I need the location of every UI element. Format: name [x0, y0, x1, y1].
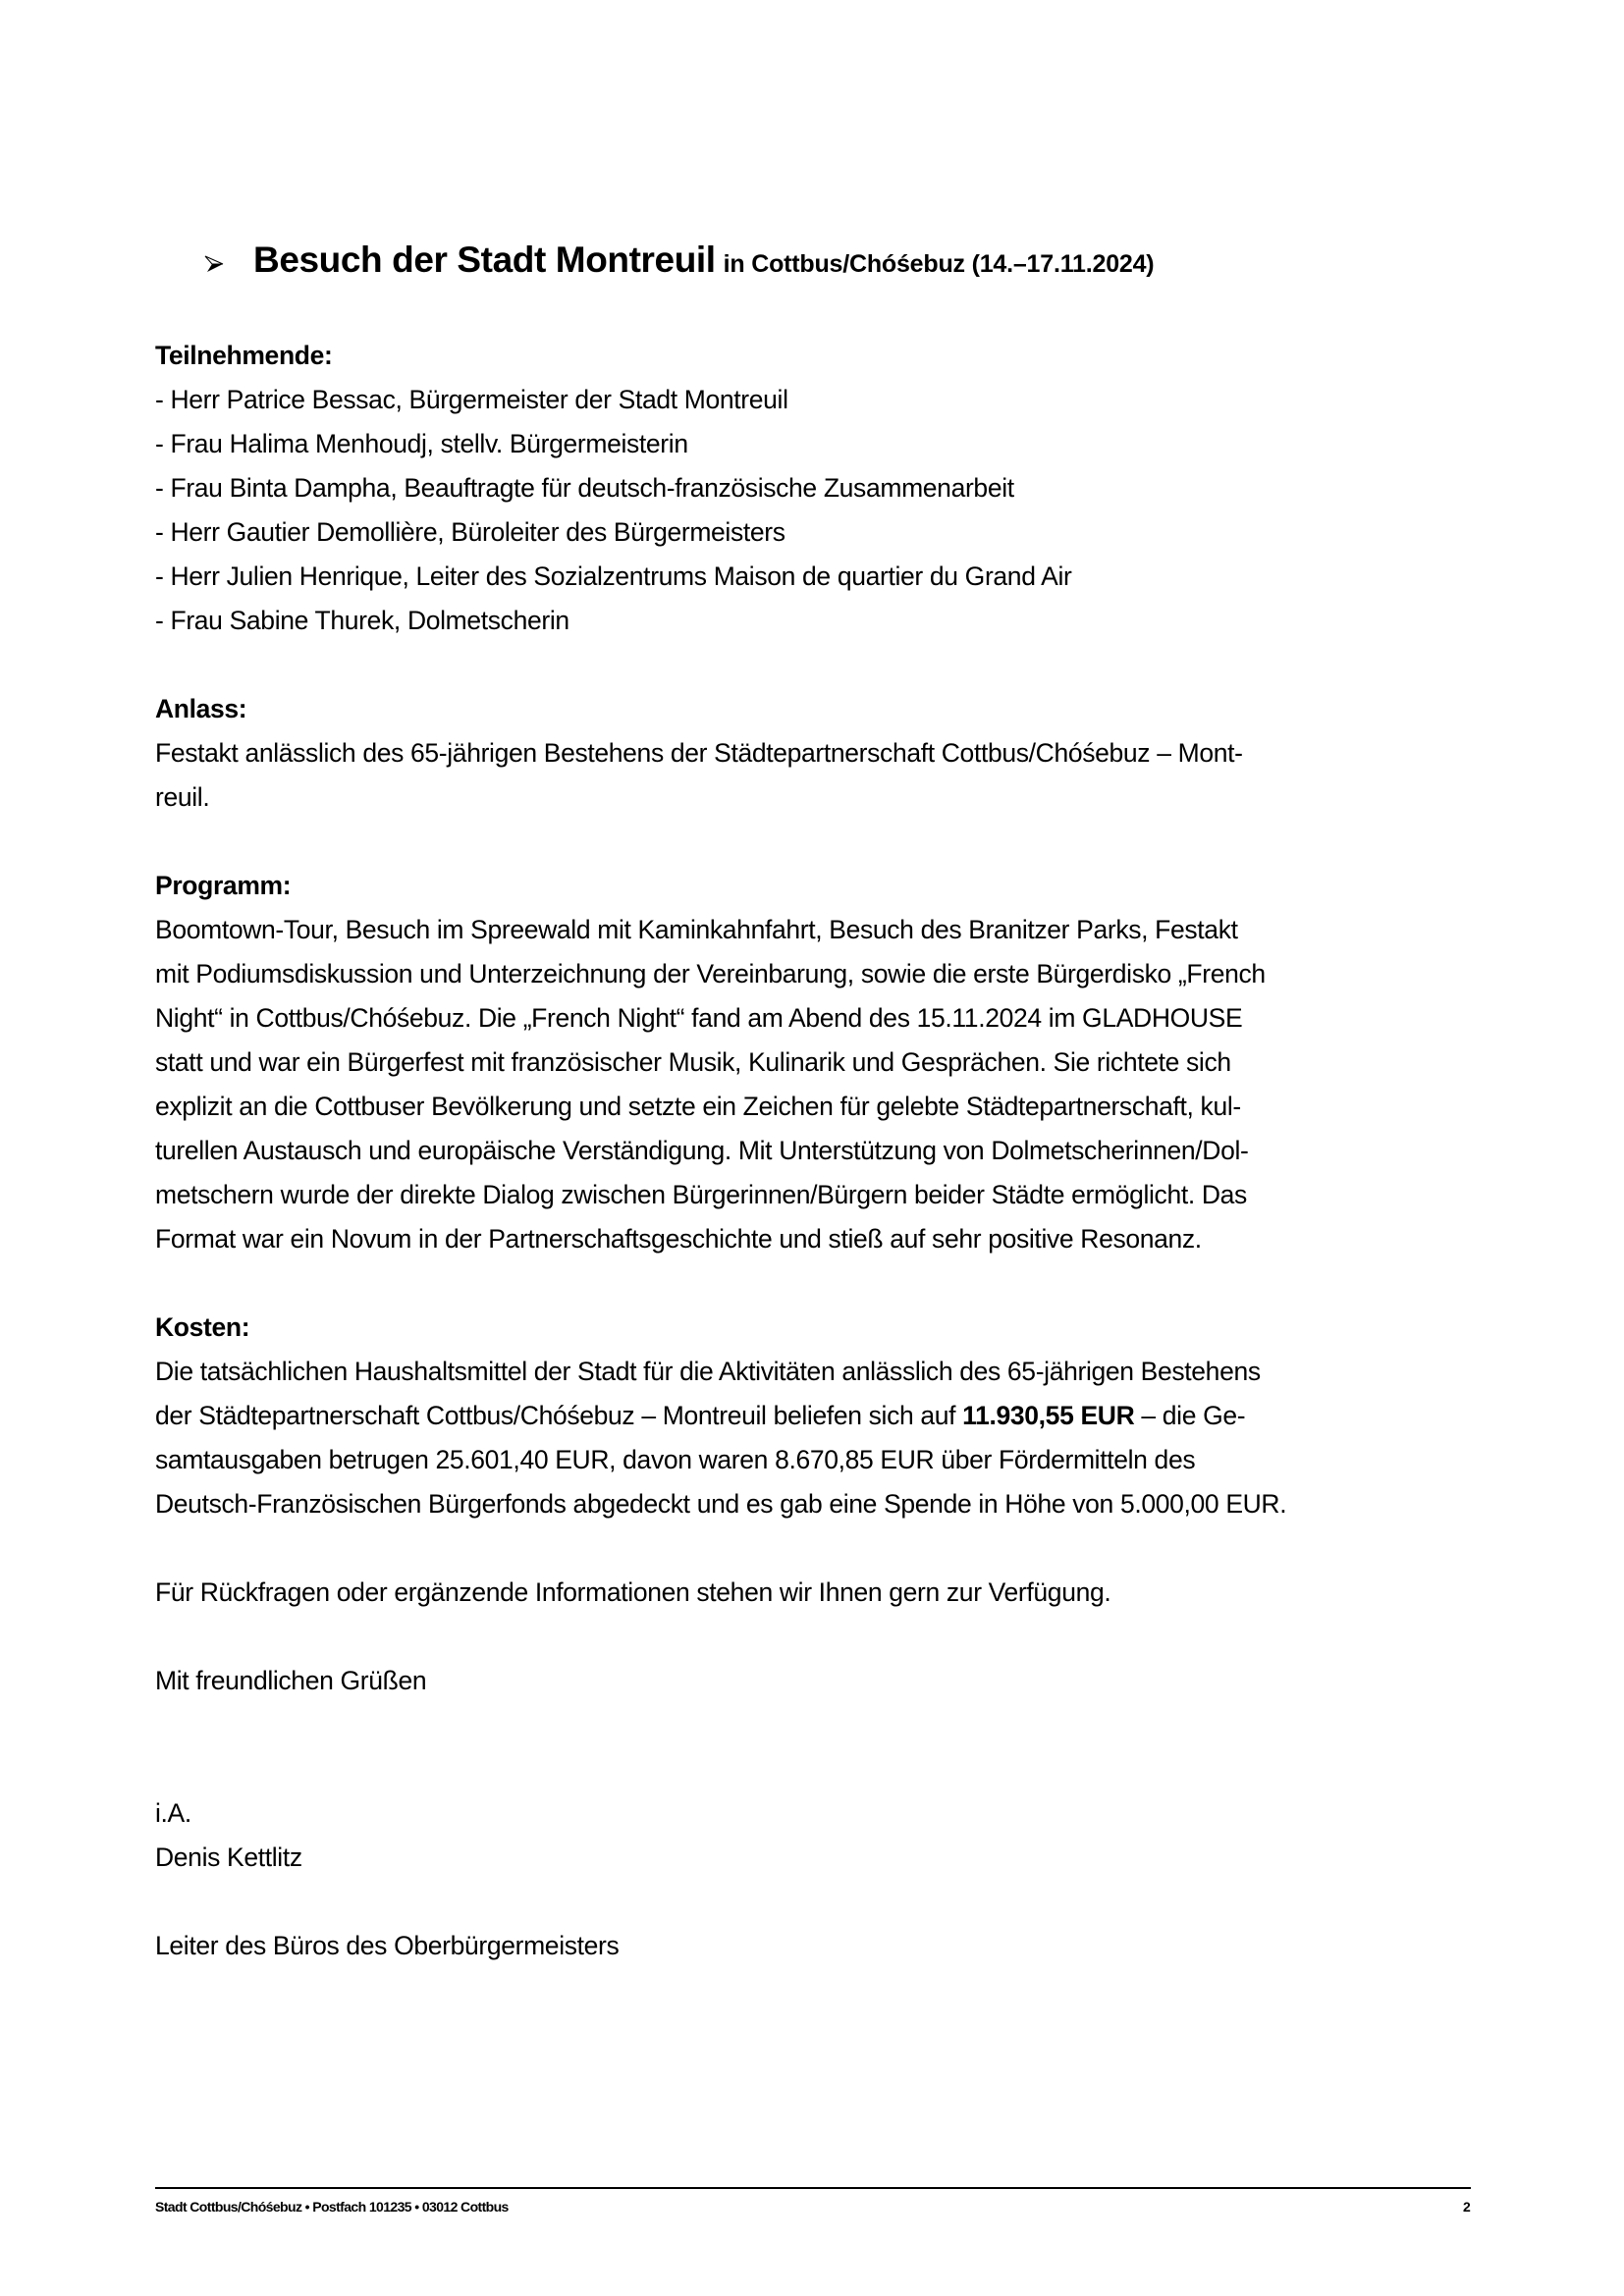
letter-body	[155, 334, 1481, 1968]
arrowhead-bullet-icon	[204, 254, 224, 274]
participant-item: - Frau Sabine Thurek, Dolmetscherin	[155, 606, 569, 635]
signature-role: Leiter des Büros des Oberbürgermeisters	[155, 1931, 620, 1960]
participants-title: Teilnehmende:	[155, 341, 333, 370]
heading-title: Besuch der Stadt Montreuil	[253, 240, 716, 280]
page-number: 2	[1463, 2199, 1471, 2215]
inquiry-text: Für Rückfragen oder ergänzende Informationen stehen wir Ihnen gern zur Verfügung.	[155, 1577, 1111, 1607]
participant-item: - Frau Binta Dampha, Beauftragte für deutsch-französische Zusammenarbeit	[155, 473, 1014, 503]
signature-name: Denis Kettlitz	[155, 1842, 302, 1872]
participant-item: - Frau Halima Menhoudj, stellv. Bürgermeisterin	[155, 429, 688, 458]
program-text-line: turellen Austausch und europäische Verständigung. Mit Unterstützung von Dolmetscherinnen/Dol-	[155, 1136, 1249, 1165]
costs-text-segment: – die Ge-	[1134, 1401, 1246, 1430]
participant-item: - Herr Julien Henrique, Leiter des Sozialzentrums Maison de quartier du Grand Air	[155, 561, 1072, 591]
program-text-line: Boomtown-Tour, Besuch im Spreewald mit Kaminkahnfahrt, Besuch des Branitzer Parks, Festakt	[155, 915, 1238, 944]
program-title: Programm:	[155, 871, 292, 900]
program-text-line: Format war ein Novum in der Partnerschaftsgeschichte und stieß auf sehr positive Resonanz.	[155, 1224, 1202, 1254]
participant-item: - Herr Patrice Bessac, Bürgermeister der Stadt Montreuil	[155, 385, 788, 414]
costs-text-line: Die tatsächlichen Haushaltsmittel der Stadt für die Aktivitäten anlässlich des 65-jährigen Bestehens	[155, 1357, 1261, 1386]
occasion-title: Anlass:	[155, 694, 247, 723]
program-text-line: statt und war ein Bürgerfest mit französischer Musik, Kulinarik und Gesprächen. Sie richtete sich	[155, 1047, 1231, 1077]
footer-address: Stadt Cottbus/Chóśebuz • Postfach 101235 • 03012 Cottbus	[155, 2199, 509, 2215]
program-text-line: Night“ in Cottbus/Chóśebuz. Die „French Night“ fand am Abend des 15.11.2024 im GLADHOUSE	[155, 1003, 1243, 1033]
participants-list	[155, 378, 1481, 643]
occasion-text-line: Festakt anlässlich des 65-jährigen Bestehens der Städtepartnerschaft Cottbus/Chóśebuz – Mont-	[155, 738, 1243, 768]
participant-item: - Herr Gautier Demollière, Büroleiter des Bürgermeisters	[155, 517, 785, 547]
section-heading	[204, 240, 1154, 281]
costs-text-line	[155, 1394, 1481, 1438]
costs-text-segment: der Städtepartnerschaft Cottbus/Chóśebuz – Montreuil beliefen sich auf	[155, 1401, 963, 1430]
greeting-text: Mit freundlichen Grüßen	[155, 1666, 427, 1695]
signature-ia: i.A.	[155, 1798, 191, 1828]
occasion-text-line: reuil.	[155, 782, 210, 812]
program-text-line: metschern wurde der direkte Dialog zwischen Bürgerinnen/Bürgern beider Städte ermöglicht. Das	[155, 1180, 1247, 1209]
city-budget-amount: 11.930,55 EUR	[962, 1401, 1135, 1430]
costs-text-line: samtausgaben betrugen 25.601,40 EUR, davon waren 8.670,85 EUR über Fördermitteln des	[155, 1445, 1196, 1474]
program-text-line: explizit an die Cottbuser Bevölkerung und setzte ein Zeichen für gelebte Städtepartnerschaft, kul-	[155, 1092, 1241, 1121]
program-text-line: mit Podiumsdiskussion und Unterzeichnung der Vereinbarung, sowie die erste Bürgerdisko „French	[155, 959, 1266, 988]
footer-divider	[155, 2187, 1471, 2189]
costs-title: Kosten:	[155, 1312, 250, 1342]
costs-text-line: Deutsch-Französischen Bürgerfonds abgedeckt und es gab eine Spende in Höhe von 5.000,00 EUR.	[155, 1489, 1287, 1519]
heading-subtitle: in Cottbus/Chóśebuz (14.–17.11.2024)	[723, 250, 1155, 278]
